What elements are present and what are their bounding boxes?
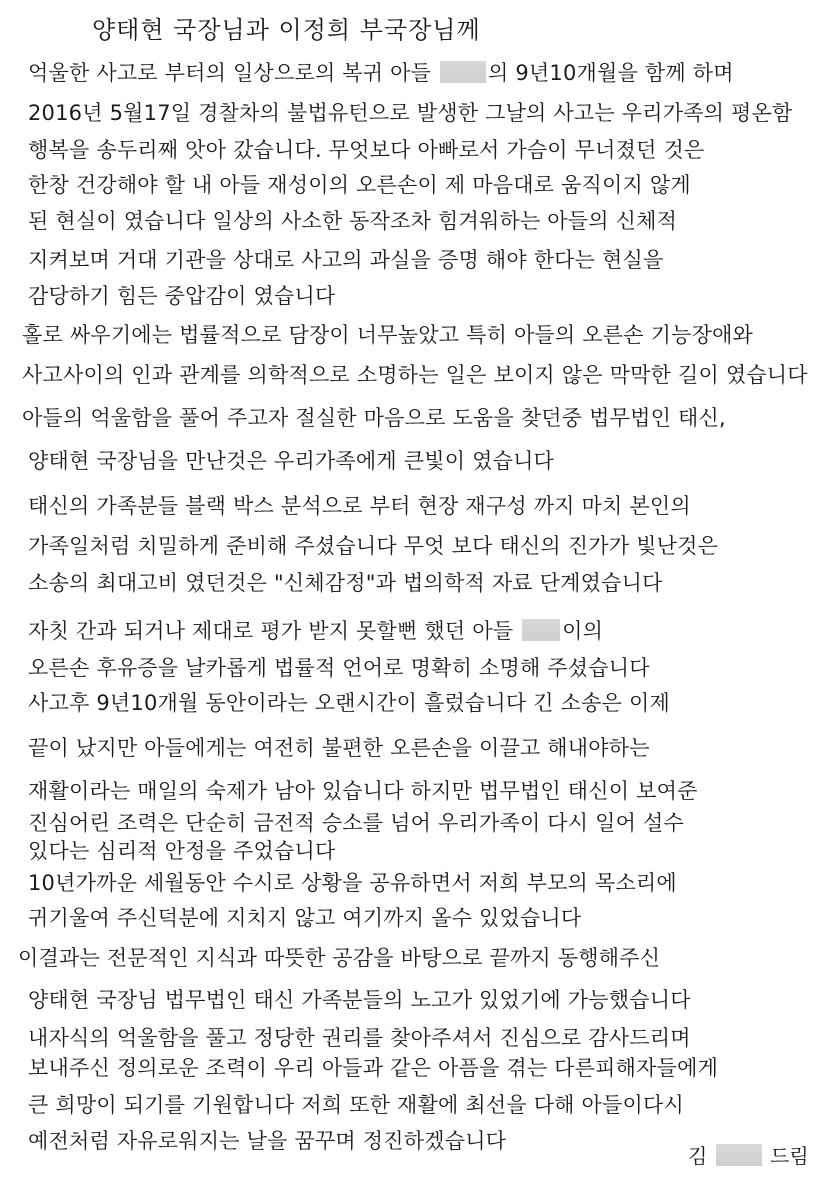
letter-line: 감당하기 힘든 중압감이 였습니다	[28, 284, 336, 308]
letter-line: 끝이 났지만 아들에게는 여전히 불편한 오른손을 이끌고 해내야하는	[28, 736, 650, 760]
letter-title: 양태현 국장님과 이정희 부국장님께	[92, 16, 481, 44]
letter-line: 억울한 사고로 부터의 일상으로의 복귀 아들 의 9년10개월을 함께 하며	[28, 61, 734, 85]
letter-line: 사고사이의 인과 관계를 의학적으로 소명하는 일은 보이지 않은 막막한 길이 였습니다	[22, 363, 808, 387]
letter-line: 사고후 9년10개월 동안이라는 오랜시간이 흘렀습니다 긴 소송은 이제	[28, 691, 670, 715]
letter-line: 소송의 최대고비 였던것은 "신체감정"과 법의학적 자료 단계였습니다	[28, 571, 663, 595]
redacted-name	[716, 1144, 762, 1166]
letter-line: 큰 희망이 되기를 기원합니다 저희 또한 재활에 최선을 다해 아들이다시	[28, 1093, 684, 1117]
signature: 김 드림	[688, 1144, 809, 1168]
letter-line: 예전처럼 자유로워지는 날을 꿈꾸며 정진하겠습니다	[28, 1129, 507, 1153]
letter-line: 한창 건강해야 할 내 아들 재성이의 오른손이 제 마음대로 움직이지 않게	[28, 173, 691, 197]
letter-line: 진심어린 조력은 단순히 금전적 승소를 넘어 우리가족이 다시 일어 설수	[28, 811, 684, 835]
letter-line: 가족일처럼 치밀하게 준비해 주셨습니다 무엇 보다 태신의 진가가 빛난것은	[28, 534, 719, 558]
letter-line: 행복을 송두리째 앗아 갔습니다. 무엇보다 아빠로서 가슴이 무너졌던 것은	[28, 138, 705, 162]
letter-line: 있다는 심리적 안정을 주었습니다	[28, 839, 336, 863]
letter-line: 아들의 억울함을 풀어 주고자 절실한 마음으로 도움을 찾던중 법무법인 태신,	[22, 406, 726, 430]
letter-line: 귀기울여 주신덕분에 지치지 않고 여기까지 올수 있었습니다	[28, 906, 582, 930]
letter-line: 10년가까운 세월동안 수시로 상황을 공유하면서 저희 부모의 목소리에	[28, 871, 677, 895]
redacted-name	[440, 61, 486, 83]
letter-line: 이결과는 전문적인 지식과 따뜻한 공감을 바탕으로 끝까지 동행해주신	[18, 946, 661, 970]
letter-line: 홀로 싸우기에는 법률적으로 담장이 너무높았고 특히 아들의 오른손 기능장애와	[22, 323, 754, 347]
letter-line: 지켜보며 거대 기관을 상대로 사고의 과실을 증명 해야 한다는 현실을	[28, 248, 664, 272]
letter-line: 된 현실이 였습니다 일상의 사소한 동작조차 힘겨워하는 아들의 신체적	[28, 209, 678, 233]
letter-line: 양태현 국장님 법무법인 태신 가족분들의 노고가 있었기에 가능했습니다	[28, 988, 691, 1012]
letter-line: 태신의 가족분들 블랙 박스 분석으로 부터 현장 재구성 까지 마치 본인의	[28, 494, 691, 518]
letter-line: 재활이라는 매일의 숙제가 남아 있습니다 하지만 법무법인 태신이 보여준	[28, 779, 698, 803]
letter-line: 자칫 간과 되거나 제대로 평가 받지 못할뻔 했던 아들 이의	[28, 619, 604, 643]
letter-line: 오른손 후유증을 날카롭게 법률적 언어로 명확히 소명해 주셨습니다	[28, 656, 650, 680]
letter-line: 내자식의 억울함을 풀고 정당한 권리를 찾아주셔서 진심으로 감사드리며	[28, 1026, 691, 1050]
redacted-name	[522, 619, 560, 641]
letter-line: 2016년 5월17일 경찰차의 불법유턴으로 발생한 그날의 사고는 우리가족의 평온함	[28, 101, 793, 125]
letter-line: 양태현 국장님을 만난것은 우리가족에게 큰빛이 였습니다	[28, 449, 555, 473]
letter-line: 보내주신 정의로운 조력이 우리 아들과 같은 아픔을 겪는 다른피해자들에게	[28, 1056, 719, 1080]
